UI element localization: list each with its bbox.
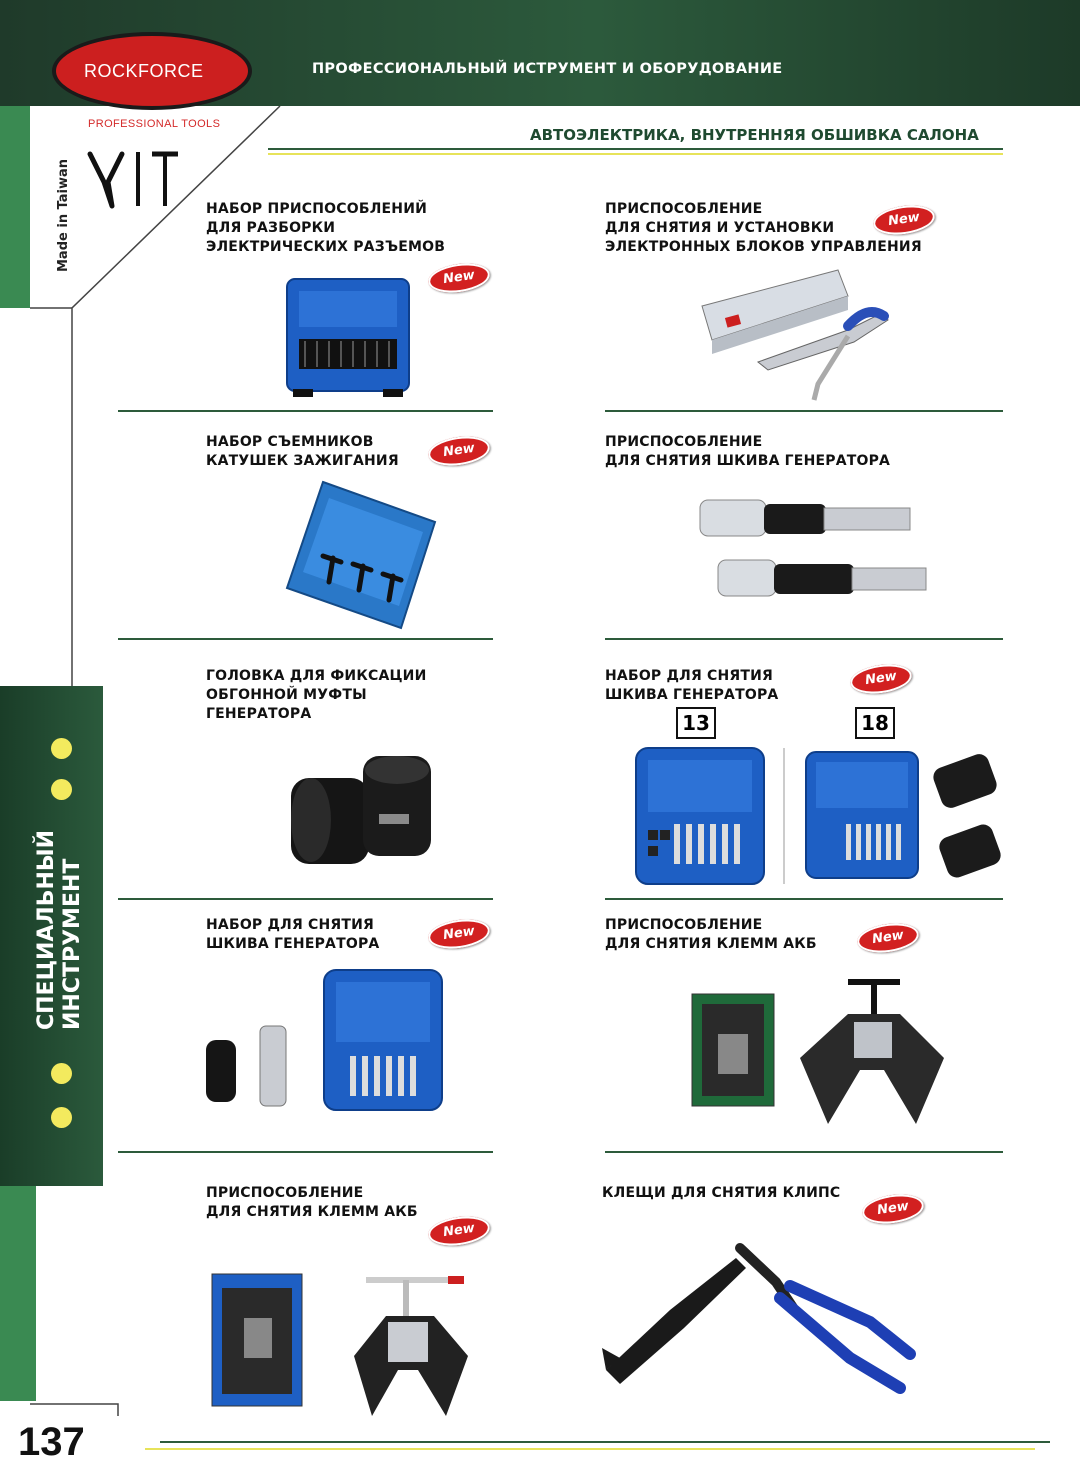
connector-tool-case-image — [283, 273, 413, 401]
tools-icon — [86, 148, 186, 212]
header-title: ПРОФЕССИОНАЛЬНЫЙ ИСТРУМЕНТ И ОБОРУДОВАНИЕ — [312, 61, 783, 77]
section-rule-yellow — [268, 153, 1003, 155]
new-badge: New — [848, 661, 913, 697]
divider — [605, 1151, 1003, 1153]
new-badge: New — [426, 916, 491, 952]
made-in-label: Made in Taiwan — [56, 158, 71, 272]
section-title: АВТОЭЛЕКТРИКА, ВНУТРЕННЯЯ ОБШИВКА САЛОНА — [530, 126, 979, 144]
product-title: ПРИСПОСОБЛЕНИЕ ДЛЯ СНЯТИЯ И УСТАНОВКИ ЭЛЕКТРОННЫХ БЛОКОВ УПРАВЛЕНИЯ — [605, 201, 922, 255]
yellow-dot — [51, 1107, 72, 1128]
ecu-removal-tool-image — [698, 266, 894, 406]
pulley-set-case-image — [200, 966, 450, 1114]
new-badge: New — [426, 433, 491, 469]
divider — [118, 638, 493, 640]
product-title: НАБОР ДЛЯ СНЯТИЯ ШКИВА ГЕНЕРАТОРА — [605, 668, 779, 703]
product-title: ГОЛОВКА ДЛЯ ФИКСАЦИИ ОБГОННОЙ МУФТЫ ГЕНЕРАТОРА — [206, 668, 427, 722]
page-number: 137 — [18, 1420, 85, 1464]
footer-rule-yellow — [145, 1448, 1035, 1450]
size-tag-13: 13 — [676, 707, 716, 739]
product-title: КЛЕЩИ ДЛЯ СНЯТИЯ КЛИПС — [602, 1185, 841, 1201]
product-title: НАБОР ДЛЯ СНЯТИЯ ШКИВА ГЕНЕРАТОРА — [206, 917, 380, 952]
pulley-set-cases-image — [634, 742, 1004, 888]
product-title: НАБОР ПРИСПОСОБЛЕНИЙ ДЛЯ РАЗБОРКИ ЭЛЕКТРИЧЕСКИХ РАЗЪЕМОВ — [206, 201, 446, 255]
product-title: ПРИСПОСОБЛЕНИЕ ДЛЯ СНЯТИЯ КЛЕММ АКБ — [206, 1185, 418, 1220]
yellow-dot — [51, 738, 72, 759]
side-category-label: СПЕЦИАЛЬНЫЙ ИНСТРУМЕНТ — [34, 829, 85, 1030]
new-badge: New — [426, 260, 491, 296]
divider — [605, 638, 1003, 640]
side-strip-top — [0, 106, 30, 308]
logo-text: ROCKFORCE — [84, 61, 204, 81]
size-tag-18: 18 — [855, 707, 895, 739]
product-title: НАБОР СЪЕМНИКОВ КАТУШЕК ЗАЖИГАНИЯ — [206, 434, 399, 469]
divider — [118, 410, 493, 412]
yellow-dot — [51, 1063, 72, 1084]
new-badge: New — [855, 920, 920, 956]
product-title: ПРИСПОСОБЛЕНИЕ ДЛЯ СНЯТИЯ ШКИВА ГЕНЕРАТОРА — [605, 434, 891, 469]
footer-rule — [160, 1441, 1050, 1443]
new-badge: New — [871, 202, 936, 238]
clip-pliers-image — [600, 1238, 920, 1398]
new-badge: New — [860, 1191, 925, 1227]
section-rule — [268, 148, 1003, 150]
divider — [605, 410, 1003, 412]
yellow-dot — [51, 779, 72, 800]
pulley-removal-tool-image — [698, 490, 930, 610]
battery-terminal-puller-image — [688, 974, 944, 1138]
new-badge: New — [426, 1213, 491, 1249]
divider — [605, 898, 1003, 900]
clutch-socket-image — [285, 752, 435, 870]
divider — [118, 1151, 493, 1153]
battery-terminal-puller-image — [208, 1266, 478, 1422]
product-title: ПРИСПОСОБЛЕНИЕ ДЛЯ СНЯТИЯ КЛЕММ АКБ — [605, 917, 817, 952]
divider — [118, 898, 493, 900]
logo-subtitle: PROFESSIONAL TOOLS — [88, 118, 221, 130]
coil-puller-case-image — [283, 478, 439, 632]
